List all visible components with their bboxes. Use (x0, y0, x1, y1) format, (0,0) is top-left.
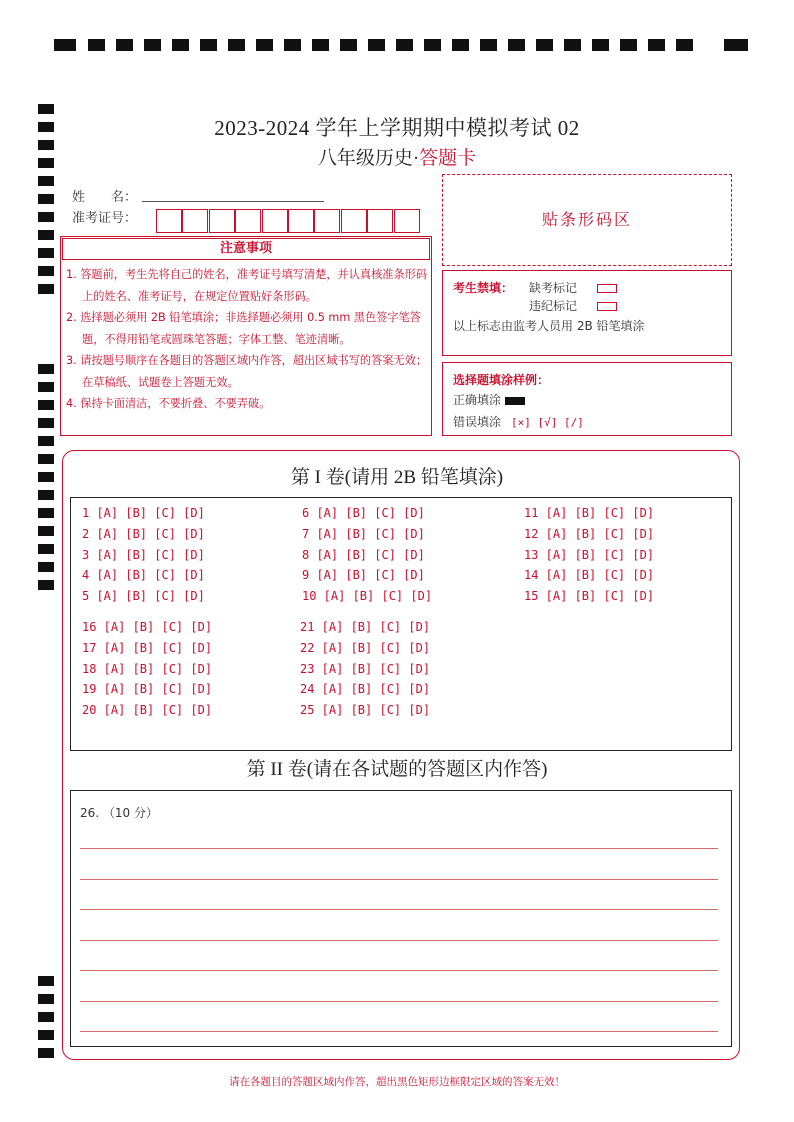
choice-question[interactable]: 7 [A] [B] [C] [D] (302, 526, 425, 541)
part2-title: 第 II 卷(请在各试题的答题区内作答) (246, 759, 548, 780)
answer-line[interactable] (80, 970, 718, 971)
wrong-fill: 错误填涂 [×] [√] [/] (453, 415, 584, 429)
violation-mark: 违纪标记 (529, 297, 617, 314)
choice-question[interactable]: 13 [A] [B] [C] [D] (524, 547, 655, 562)
name-label: 姓 名： (72, 190, 138, 205)
filled-box-icon (505, 397, 525, 405)
timing-mark (38, 508, 54, 518)
absent-mark: 缺考标记 (529, 279, 617, 296)
timing-mark (38, 1030, 54, 1040)
choice-question[interactable]: 2 [A] [B] [C] [D] (82, 526, 205, 541)
choice-question[interactable]: 20 [A] [B] [C] [D] (82, 703, 213, 718)
notice-item: 3. 请按题号顺序在各题目的答题区域内作答，超出区域书写的答案无效；在草稿纸、试题卷上答题无效。 (66, 354, 428, 389)
id-digit-cell[interactable] (182, 209, 208, 233)
id-digit-cell[interactable] (341, 209, 367, 233)
violation-mark-box[interactable] (597, 302, 617, 311)
choice-question[interactable]: 10 [A] [B] [C] [D] (302, 589, 433, 604)
timing-mark (38, 266, 54, 276)
timing-mark (38, 544, 54, 554)
choice-question[interactable]: 14 [A] [B] [C] [D] (524, 568, 655, 583)
timing-mark (38, 284, 54, 294)
timing-mark (38, 976, 54, 986)
choice-question[interactable]: 17 [A] [B] [C] [D] (82, 640, 213, 655)
prohibited-note: 以上标志由监考人员用 2B 铅笔填涂 (453, 319, 645, 333)
timing-mark (38, 562, 54, 572)
notice-title: 注意事项 (62, 238, 430, 260)
id-label: 准考证号： (72, 211, 138, 226)
prohibited-title: 考生禁填： (453, 281, 514, 295)
footer-note: 请在各题目的答题区域内作答，超出黑色矩形边框限定区域的答案无效！ (229, 1076, 565, 1088)
id-digit-cell[interactable] (367, 209, 393, 233)
timing-mark (38, 212, 54, 222)
id-digit-cell[interactable] (394, 209, 420, 233)
answer-line[interactable] (80, 1031, 718, 1032)
answer-line[interactable] (80, 1001, 718, 1002)
choice-question[interactable]: 1 [A] [B] [C] [D] (82, 506, 205, 520)
fill-example-box (442, 362, 732, 436)
id-digit-cell[interactable] (314, 209, 340, 233)
barcode-label: 贴条形码区 (541, 210, 632, 229)
exam-title: 2023-2024 学年上学期期中模拟考试 02 (214, 116, 580, 140)
timing-mark (38, 248, 54, 258)
choice-question[interactable]: 6 [A] [B] [C] [D] (302, 506, 425, 520)
choice-question[interactable]: 16 [A] [B] [C] [D] (82, 620, 213, 634)
choice-question[interactable]: 23 [A] [B] [C] [D] (300, 661, 431, 676)
answer-line[interactable] (80, 940, 718, 941)
notice-item: 2. 选择题必须用 2B 铅笔填涂；非选择题必须用 0.5 mm 黑色签字笔答题，不得用铅笔或圆珠笔答题；字体工整、笔迹清晰。 (66, 311, 421, 346)
choice-question[interactable]: 4 [A] [B] [C] [D] (82, 568, 205, 583)
timing-mark (38, 364, 54, 374)
timing-mark (38, 436, 54, 446)
timing-mark (38, 1012, 54, 1022)
choice-question[interactable]: 9 [A] [B] [C] [D] (302, 568, 425, 583)
notice-list (66, 264, 428, 415)
timing-mark (38, 176, 54, 186)
choice-question[interactable]: 18 [A] [B] [C] [D] (82, 661, 213, 676)
answer-line[interactable] (80, 909, 718, 910)
fill-example-title: 选择题填涂样例： (453, 373, 550, 387)
id-digit-cell[interactable] (156, 209, 182, 233)
choice-question[interactable]: 24 [A] [B] [C] [D] (300, 682, 431, 697)
name-input-line[interactable] (142, 201, 324, 202)
correct-fill: 正确填涂 (453, 391, 525, 408)
timing-mark (38, 230, 54, 240)
choice-question[interactable]: 25 [A] [B] [C] [D] (300, 703, 431, 718)
exam-subtitle: 八年级历史·答题卡 (317, 148, 477, 169)
part2-box (70, 790, 732, 1047)
id-digit-cell[interactable] (288, 209, 314, 233)
choice-question[interactable]: 22 [A] [B] [C] [D] (300, 640, 431, 655)
barcode-area (442, 174, 732, 266)
choice-question[interactable]: 11 [A] [B] [C] [D] (524, 506, 655, 520)
choice-question[interactable]: 21 [A] [B] [C] [D] (300, 620, 431, 634)
choice-question[interactable]: 3 [A] [B] [C] [D] (82, 547, 205, 562)
timing-mark (38, 194, 54, 204)
answer-line[interactable] (80, 879, 718, 880)
timing-mark (38, 400, 54, 410)
id-digit-cell[interactable] (209, 209, 235, 233)
timing-mark (38, 994, 54, 1004)
prohibited-box (442, 270, 732, 356)
id-digit-cell[interactable] (235, 209, 261, 233)
timing-mark (38, 526, 54, 536)
choice-question[interactable]: 5 [A] [B] [C] [D] (82, 589, 205, 604)
id-digit-cell[interactable] (262, 209, 288, 233)
answer-line[interactable] (80, 848, 718, 849)
choice-question[interactable]: 19 [A] [B] [C] [D] (82, 682, 213, 697)
timing-mark (38, 490, 54, 500)
choice-question[interactable]: 8 [A] [B] [C] [D] (302, 547, 425, 562)
timing-mark (38, 418, 54, 428)
choice-question[interactable]: 15 [A] [B] [C] [D] (524, 589, 655, 604)
part1-title: 第 I 卷(请用 2B 铅笔填涂) (290, 467, 504, 488)
question-26-label: 26. （10 分） (80, 806, 158, 820)
notice-item: 1. 答题前，考生先将自己的姓名，准考证号填写清楚，并认真核准条形码上的姓名、准考证号，在规定位置贴好条形码。 (66, 268, 428, 303)
timing-mark (38, 382, 54, 392)
absent-mark-box[interactable] (597, 284, 617, 293)
notice-item: 4. 保持卡面清洁，不要折叠、不要弄破。 (66, 397, 271, 410)
timing-mark (38, 1048, 54, 1058)
choice-question[interactable]: 12 [A] [B] [C] [D] (524, 526, 655, 541)
timing-mark (38, 580, 54, 590)
